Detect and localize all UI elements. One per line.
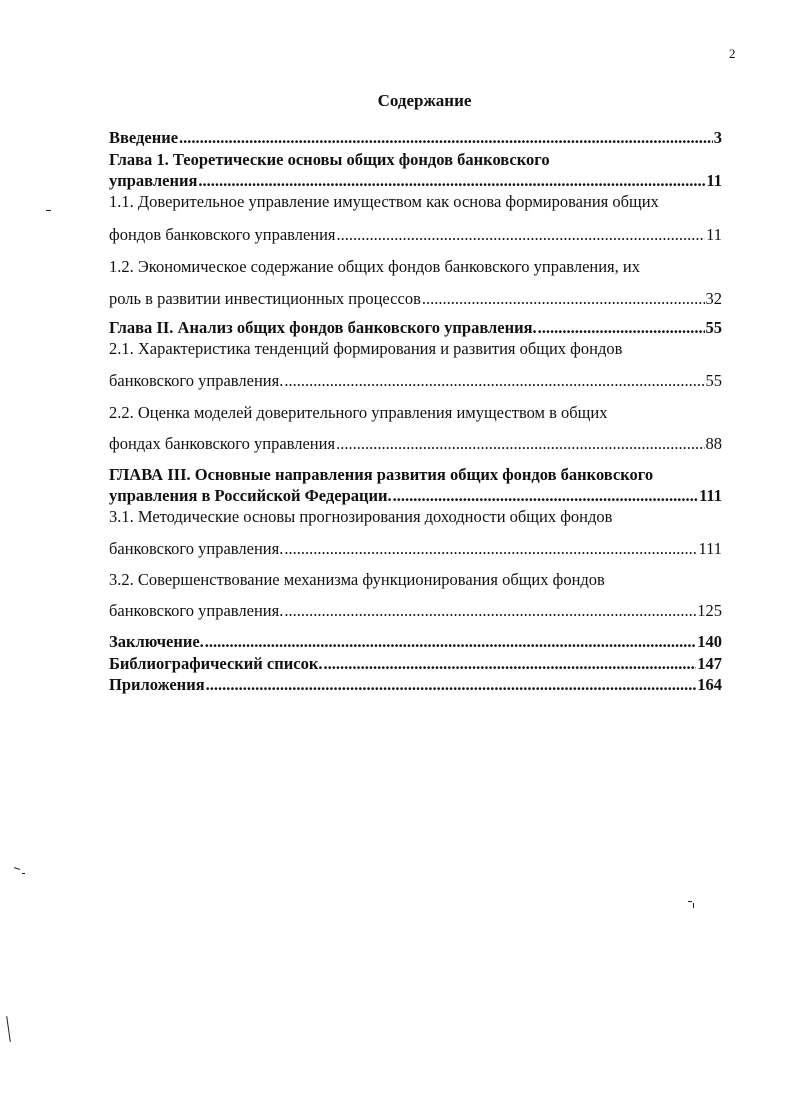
toc-leader-dots <box>205 632 696 652</box>
toc-leader-dots <box>323 654 696 674</box>
toc-entry-title: управления в Российской Федерации. <box>109 486 392 505</box>
toc-entry-1-1-line1: 1.1. Доверительное управление имуществом как основа формирования общих <box>109 192 659 211</box>
toc-entry-1-2-line1: 1.2. Экономическое содержание общих фондов банковского управления, их <box>109 257 640 276</box>
toc-entry-title: банковского управления. <box>109 601 284 620</box>
toc-entry-page: 164 <box>697 675 722 694</box>
toc-entry-page: 55 <box>705 371 722 390</box>
toc-entry-2-1-line2 <box>109 371 722 391</box>
toc-entry-3-1-line2 <box>109 539 722 559</box>
toc-entry-page: 147 <box>697 654 722 673</box>
toc-entry-page: 125 <box>697 601 722 620</box>
toc-entry-2-2-line2 <box>109 434 722 454</box>
toc-entry-title: управления <box>109 171 198 190</box>
toc-entry-title: банковского управления. <box>109 539 284 558</box>
toc-entry-1-2-line2 <box>109 289 722 309</box>
toc-entry-2-1-line1: 2.1. Характеристика тенденций формирования и развития общих фондов <box>109 339 623 358</box>
page-title: Содержание <box>377 91 472 110</box>
scan-mark <box>46 210 51 211</box>
toc-entry-page: 111 <box>698 539 722 558</box>
page-number: 2 <box>729 46 736 61</box>
toc-entry-1-1-line2 <box>109 225 722 245</box>
toc-entry-title: фондах банковского управления <box>109 434 336 453</box>
toc-leader-dots <box>198 171 705 191</box>
toc-leader-dots <box>336 434 704 454</box>
toc-entry-page: 11 <box>706 171 722 190</box>
toc-entry-3-2-line1: 3.2. Совершенствование механизма функционирования общих фондов <box>109 570 605 589</box>
toc-entry-introduction <box>109 128 722 148</box>
toc-entry-page: 3 <box>713 128 722 147</box>
toc-entry-title: Заключение. <box>109 632 204 651</box>
toc-leader-dots <box>206 675 697 695</box>
toc-entry-chapter-3-line1: ГЛАВА III. Основные направления развития общих фондов банковского <box>109 465 654 484</box>
toc-entry-title: банковского управления. <box>109 371 284 390</box>
scan-mark <box>14 867 20 870</box>
toc-entry-title: фондов банковского управления <box>109 225 336 244</box>
toc-entry-bibliography <box>109 654 722 674</box>
toc-entry-page: 55 <box>705 318 722 337</box>
toc-entry-page: 88 <box>705 434 722 453</box>
scan-mark <box>6 1016 11 1042</box>
toc-entry-appendices <box>109 675 722 695</box>
toc-entry-title: Приложения <box>109 675 205 694</box>
toc-leader-dots <box>422 289 705 309</box>
toc-leader-dots <box>284 371 704 391</box>
toc-entry-chapter-3-line2 <box>109 486 722 506</box>
toc-entry-conclusion <box>109 632 722 652</box>
scan-mark <box>688 901 692 902</box>
toc-entry-title: Библиографический список. <box>109 654 323 673</box>
toc-entry-2-2-line1: 2.2. Оценка моделей доверительного управления имуществом в общих <box>109 403 608 422</box>
toc-leader-dots <box>393 486 698 506</box>
scan-mark <box>693 903 694 908</box>
toc-entry-3-1-line1: 3.1. Методические основы прогнозирования доходности общих фондов <box>109 507 613 526</box>
toc-entry-chapter-2 <box>109 318 722 338</box>
toc-leader-dots <box>179 128 713 148</box>
toc-entry-page: 140 <box>697 632 722 651</box>
toc-leader-dots <box>284 539 697 559</box>
toc-entry-title: Введение <box>109 128 179 147</box>
toc-entry-chapter-1-line1: Глава 1. Теоретические основы общих фондов банковского <box>109 150 550 169</box>
toc-entry-title: роль в развитии инвестиционных процессов <box>109 289 421 308</box>
toc-entry-3-2-line2 <box>109 601 722 621</box>
toc-entry-page: 32 <box>705 289 722 308</box>
toc-entry-page: 11 <box>706 225 722 244</box>
toc-leader-dots <box>538 318 705 338</box>
toc-entry-page: 111 <box>699 486 722 505</box>
toc-entry-chapter-1-line2 <box>109 171 722 191</box>
toc-entry-title: Глава II. Анализ общих фондов банковского управления. <box>109 318 537 337</box>
toc-leader-dots <box>337 225 706 245</box>
toc-leader-dots <box>284 601 696 621</box>
scan-mark <box>22 873 25 874</box>
